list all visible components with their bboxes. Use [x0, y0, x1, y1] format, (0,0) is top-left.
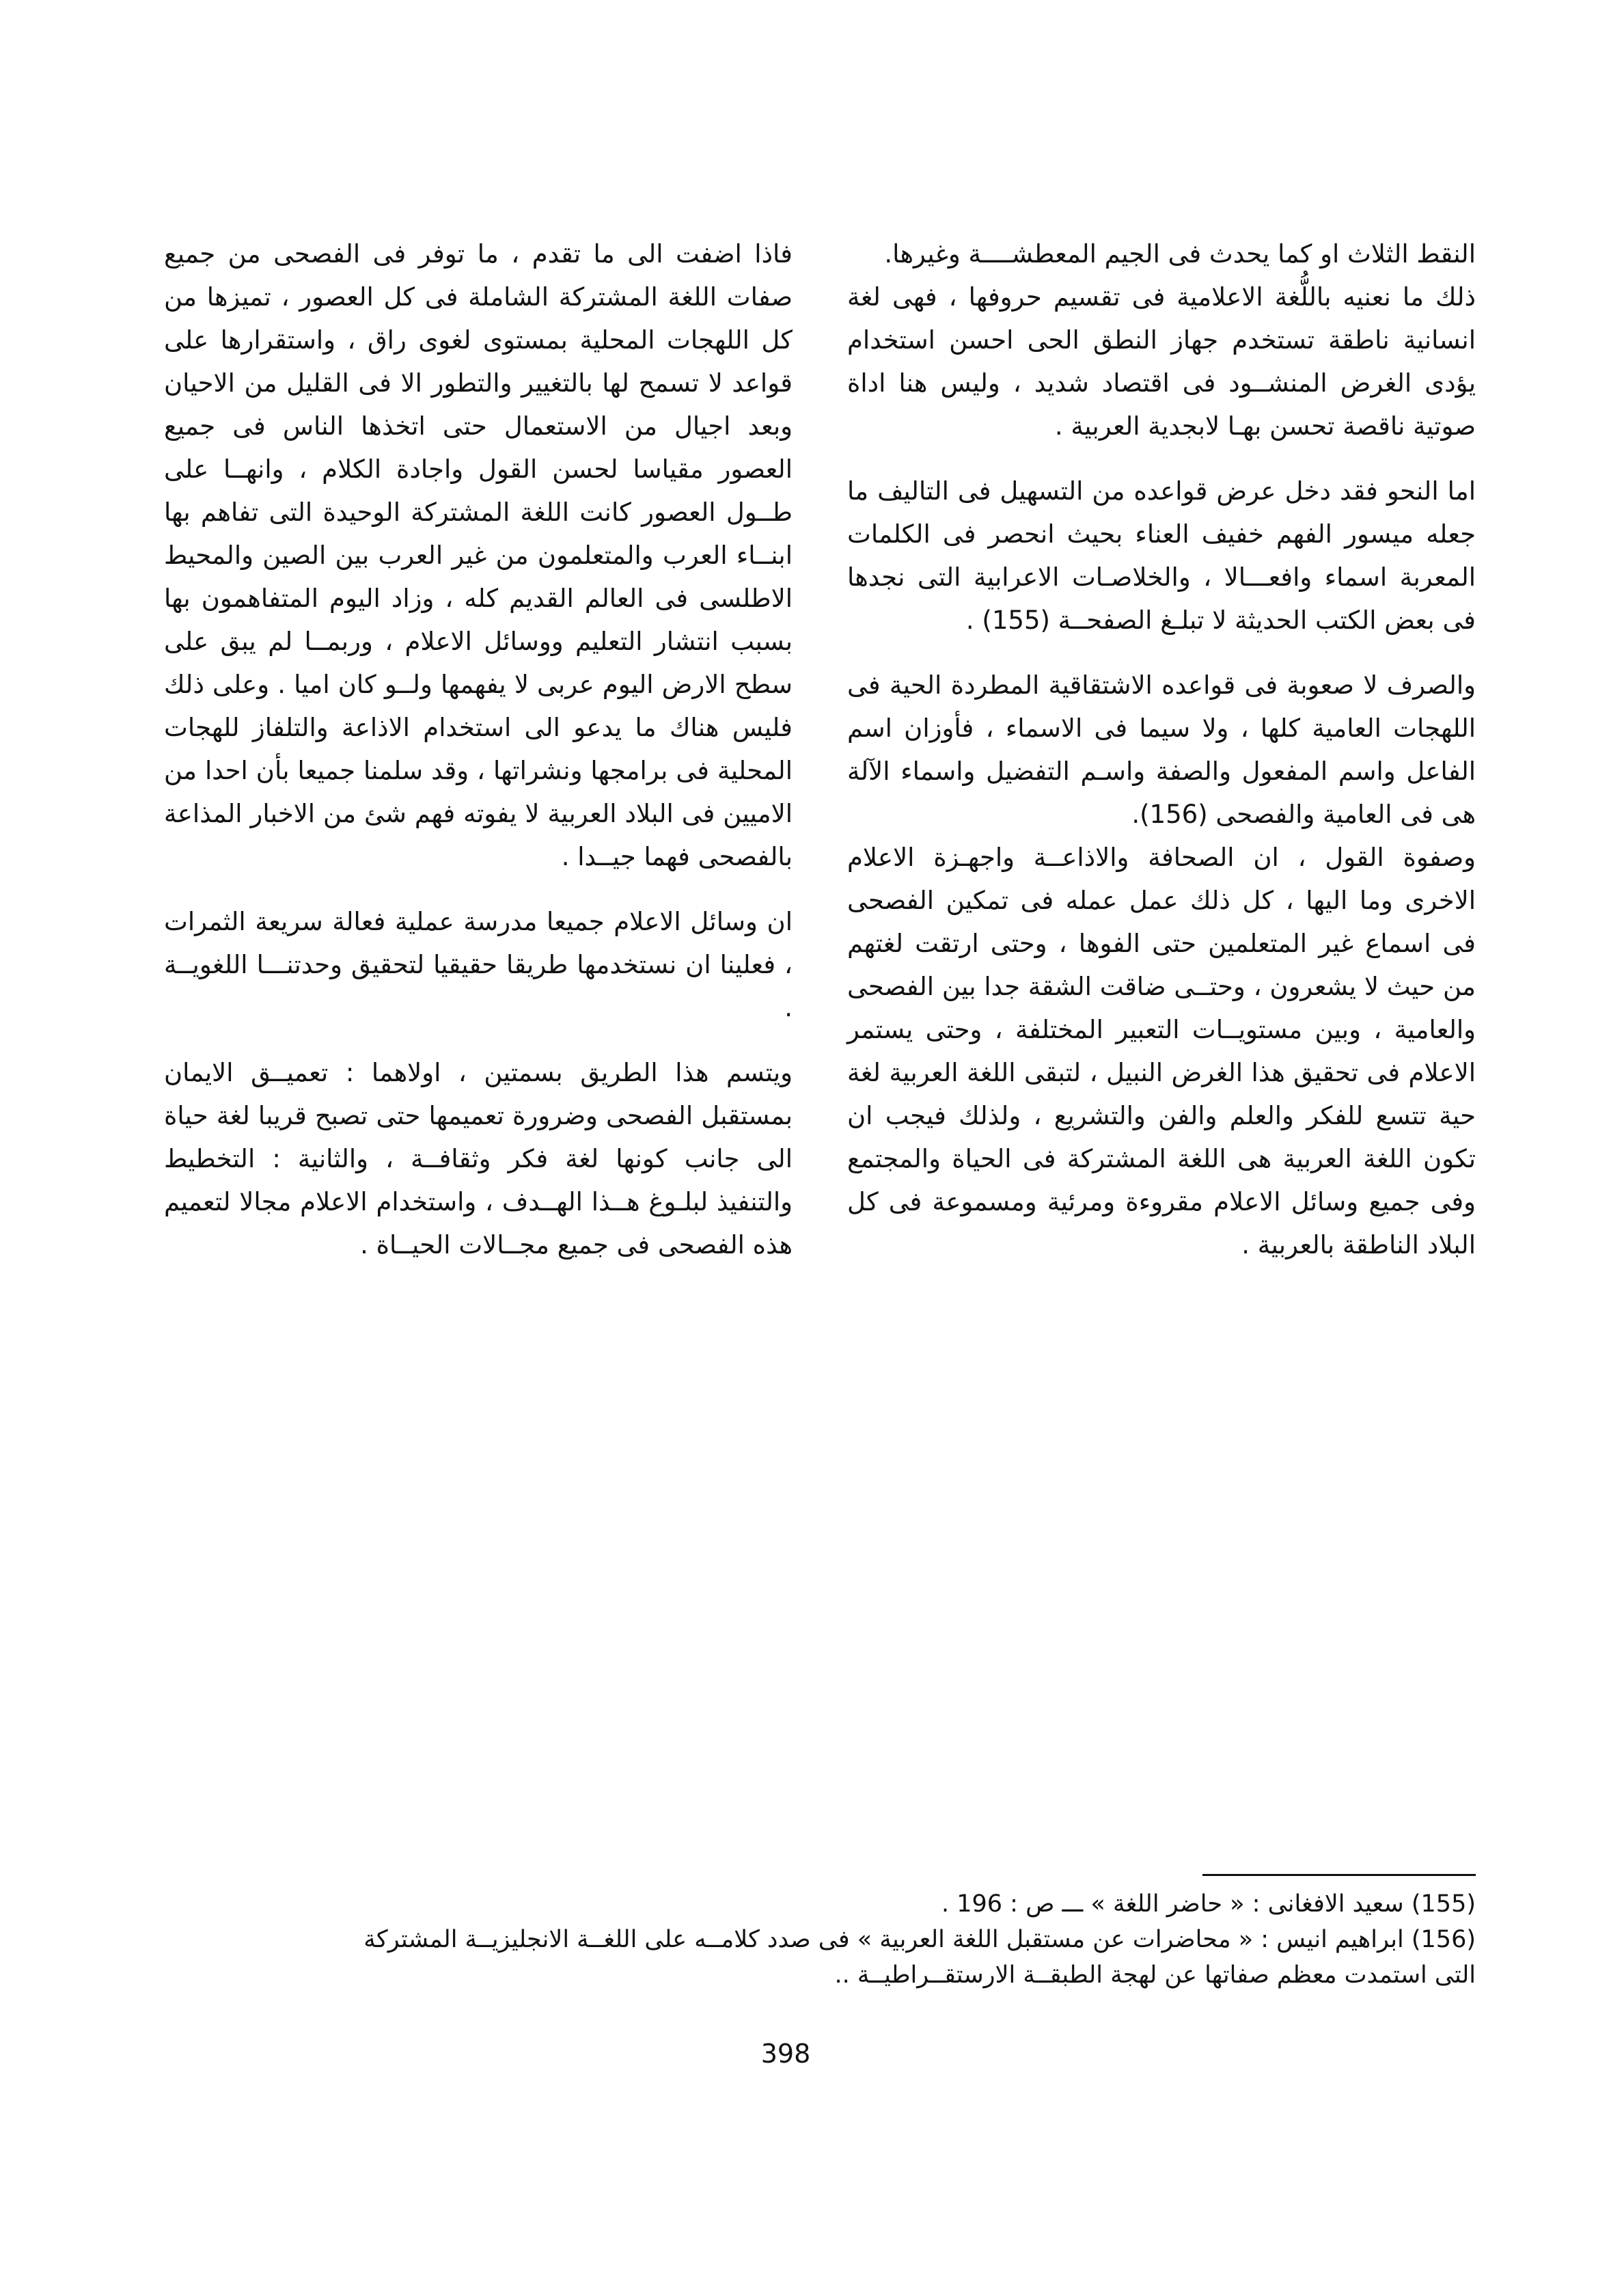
- paragraph: النقط الثلاث او كما يحدث فى الجيم المعطشــــة وغيرها. ذلك ما نعنيه باللُّغة الاعلامية فى تقسيم حروفها ، فهى لغة انسانية ناطقة تستخدم جهاز النطق الحى احسن استخدام يؤدى الغرض المنشــود فى اقتصاد شديد ، وليس هنا اداة صوتية ناقصة تحسن بهـا لابجدية العربية .: [847, 239, 1476, 441]
- left-text-column: [164, 232, 793, 1288]
- footnote-separator: [1202, 1874, 1476, 1876]
- paragraph: والصرف لا صعوبة فى قواعده الاشتقاقية المطردة الحية فى اللهجات العامية كلها ، ولا سيما فى الاسماء ، فأوزان اسم الفاعل واسم المفعول والصفة واسـم التفضيل واسماء الآلة هى فى العامية والفصحى (156).: [847, 670, 1476, 829]
- paragraph: ان وسائل الاعلام جميعا مدرسة عملية فعالة سريعة الثمرات ، فعلينا ان نستخدمها طريقا حقيقيا لتحقيق وحدتنـــا اللغويــة .: [164, 907, 793, 1022]
- footnote-155: (155) سعيد الافغانى : « حاضر اللغة » ـــ ص : 196 .: [941, 1890, 1476, 1918]
- paragraph: اما النحو فقد دخل عرض قواعده من التسهيل فى التاليف ما جعله ميسور الفهم خفيف العناء بحيث انحصر فى الكلمات المعربة اسماء وافعـــالا ، والخلاصـات الاعرابية التى نجدها فى بعض الكتب الحديثة لا تبلـغ الصفحــة (155) .: [847, 476, 1476, 635]
- footnote-156: (156) ابراهيم انيس : « محاضرات عن مستقبل اللغة العربية » فى صدد كلامــه على اللغــة الانجليزيــة المشتركة التى استمدت معظم صفاتها عن لهجة الطبقــة الارستقــراطيــة ..: [363, 1926, 1476, 1989]
- footnotes: [342, 1886, 1476, 1993]
- paragraph: فاذا اضفت الى ما تقدم ، ما توفر فى الفصحى من جميع صفات اللغة المشتركة الشاملة فى كل العصور ، تميزها من كل اللهجات المحلية بمستوى لغوى راق ، واستقرارها على قواعد لا تسمح لها بالتغيير والتطور الا فى القليل من الاحيان وبعد اجيال من الاستعمال حتى اتخذها الناس فى جميع العصور مقياسا لحسن القول واجادة الكلام ، وانهــا على طــول العصور كانت اللغة المشتركة الوحيدة التى تفاهم بها ابنــاء العرب والمتعلمون من غير العرب بين الصين والمحيط الاطلسى فى العالم القديم كله ، وزاد اليوم المتفاهمون بها بسبب انتشار التعليم ووسائل الاعلام ، وربمــا لم يبق على سطح الارض اليوم عربى لا يفهمها ولــو كان اميا . وعلى ذلك فليس هناك ما يدعو الى استخدام الاذاعة والتلفاز للهجات المحلية فى برامجها ونشراتها ، وقد سلمنا جميعا بأن احدا من الاميين فى البلاد العربية لا يفوته فهم شئ من الاخبار المذاعة بالفصحى فهما جيــدا .: [164, 239, 793, 871]
- right-text-column: [847, 232, 1476, 1288]
- paragraph: ويتسم هذا الطريق بسمتين ، اولاهما : تعميــق الايمان بمستقبل الفصحى وضرورة تعميمها حتى تصبح قريبا لغة حياة الى جانب كونها لغة فكر وثقافــة ، والثانية : التخطيط والتنفيذ لبلـوغ هــذا الهــدف ، واستخدام الاعلام مجالا لتعميم هذه الفصحى فى جميع مجــالات الحيــاة .: [164, 1058, 793, 1260]
- paragraph: وصفوة القول ، ان الصحافة والاذاعــة واجهـزة الاعلام الاخرى وما اليها ، كل ذلك عمل عمله فى تمكين الفصحى فى اسماع غير المتعلمين حتى الفوها ، وحتى ارتقت لغتهم من حيث لا يشعرون ، وحتــى ضاقت الشقة جدا بين الفصحى والعامية ، وبين مستويــات التعبير المختلفة ، وحتى يستمر الاعلام فى تحقيق هذا الغرض النبيل ، لتبقى اللغة العربية لغة حية تتسع للفكر والعلم والفن والتشريع ، ولذلك فيجب ان تكون اللغة العربية هى اللغة المشتركة فى الحياة والمجتمع وفى جميع وسائل الاعلام مقروءة ومرئية ومسموعة فى كل البلاد الناطقة بالعربية .: [847, 843, 1476, 1260]
- page-number: 398: [760, 2039, 811, 2069]
